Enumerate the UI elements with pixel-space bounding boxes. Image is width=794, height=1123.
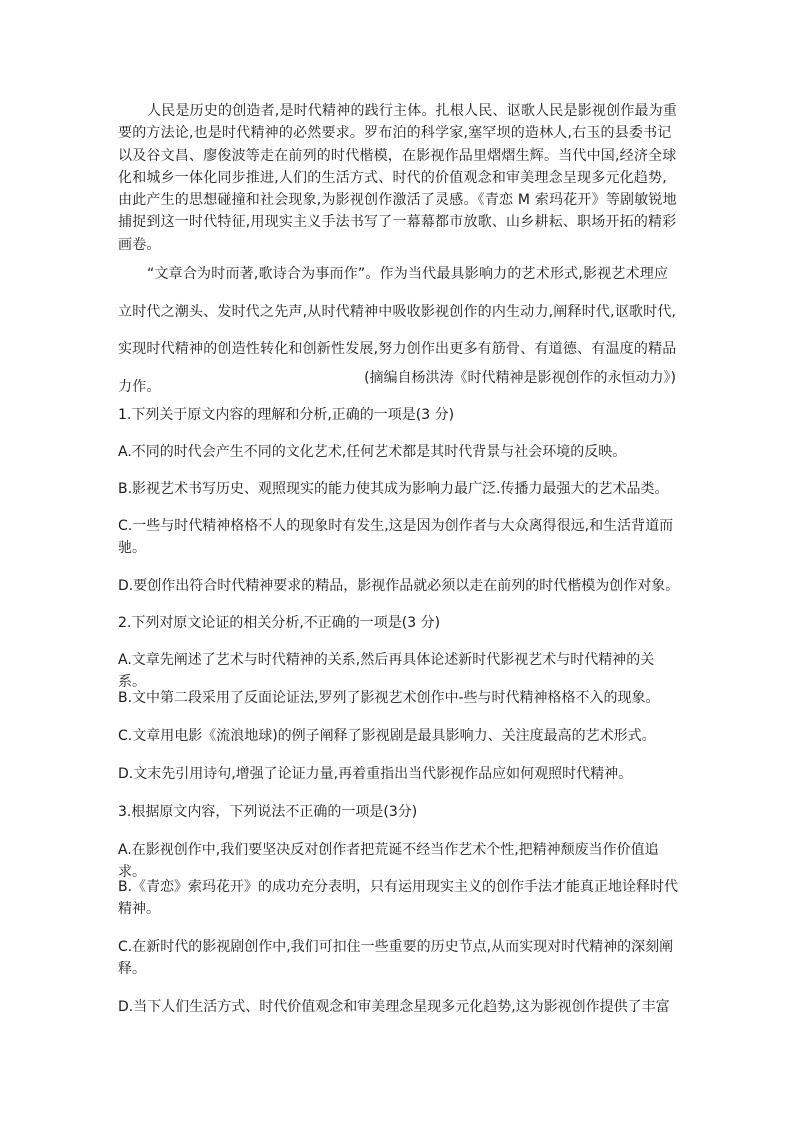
question-2-option-a: A.文章先阐述了艺术与时代精神的关系,然后再具体论述新时代影视艺术与时代精神的关系。 bbox=[118, 652, 655, 690]
question-1-stem: 1.下列关于原文内容的理解和分析,正确的一项是(3 分) bbox=[118, 407, 455, 423]
question-1-option-b: B.影视艺术书写历史、观照现实的能力使其成为影响力最广泛.传播力最强大的艺术品类。 bbox=[118, 481, 669, 497]
question-3-stem: 3.根据原文内容，下列说法不正确的一项是(3分) bbox=[118, 804, 418, 820]
question-3-option-a: A.在影视创作中,我们要坚决反对创作者把荒诞不经当作艺术个性,把精神颓废当作价值追求。 bbox=[118, 842, 659, 880]
question-2-option-d: D.文末先引用诗句,增强了论证力量,再着重指出当代影视作品应如何观照时代精神。 bbox=[118, 766, 633, 782]
question-3-option-d: D.当下人们生活方式、时代价值观念和审美理念星现多元化趋势,这为影视创作提供了丰富 bbox=[118, 999, 670, 1015]
question-3-option-c: C.在新时代的影视剧创作中,我们可扣住一些重要的历史节点,从而实现对时代精神的深刻阐释。 bbox=[118, 939, 674, 977]
question-3-option-b: B.《青恋》索玛花开》的成功充分表明，只有运用现实主义的创作手法才能真正地诠释时代精神。 bbox=[118, 879, 679, 917]
question-1-option-c: C.一些与时代精神格格不人的现象时有发生,这是因为创作者与大众离得很远,和生活背道而驰。 bbox=[118, 518, 674, 556]
passage-source: (摘编自杨洪涛《时代精神是影视创作的永恒动力》) bbox=[364, 370, 676, 386]
passage-paragraph-2: “文章合为时而著,歌诗合为事而作”。作为当代最具影响力的艺术形式,影视艺术理应立时代之潮头、发时代之先声,从时代精神中吸收影视创作的内生动力,阐释时代,讴歌时代,实现时代精神的创造性转化和创新性发展,努力创作出更多有筋骨、有道德、有温度的精品力作。 bbox=[118, 266, 677, 395]
question-2-stem: 2.下列对原文论证的相关分析,不正确的一项是(3 分) bbox=[118, 615, 441, 631]
question-1-option-a: A.不同的时代会产生不同的文化艺术,任何艺术都是其时代背景与社会环境的反映。 bbox=[118, 444, 627, 460]
question-1-option-d: D.要创作出符合时代精神要求的精品，影视作品就必须以走在前列的时代楷模为创作对象。 bbox=[118, 578, 680, 594]
question-2-option-b: B.文中第二段采用了反面论证法,罗列了影视艺术创作中-些与时代精神格格不入的现象。 bbox=[118, 690, 660, 706]
passage-paragraph-1: 人民是历史的创造者,是时代精神的践行主体。扎根人民、讴歌人民是影视创作最为重要的方法论,也是时代精神的必然要求。罗布泊的科学家,塞罕坝的造林人,右玉的县委书记以及谷文昌、廖俊波等走在前列的时代楷模，在影视作品里熠熠生辉。当代中国,经济全球化和城乡一体化同步推进,人们的生活方式、时代的价值观念和审美理念呈现多元化趋势,由此产生的思想碰撞和社会现象,为影视创作激活了灵感。《青恋 M 索玛花开》等剧敏锐地捕捉到这一时代特征,用现实主义手法书写了一幕幕都市放歌、山乡耕耘、职场开拓的精彩画卷。 bbox=[118, 103, 678, 253]
question-2-option-c: C.文章用电影《流浪地球)的例子阐释了影视剧是最具影响力、关注度最高的艺术形式。 bbox=[118, 728, 656, 744]
